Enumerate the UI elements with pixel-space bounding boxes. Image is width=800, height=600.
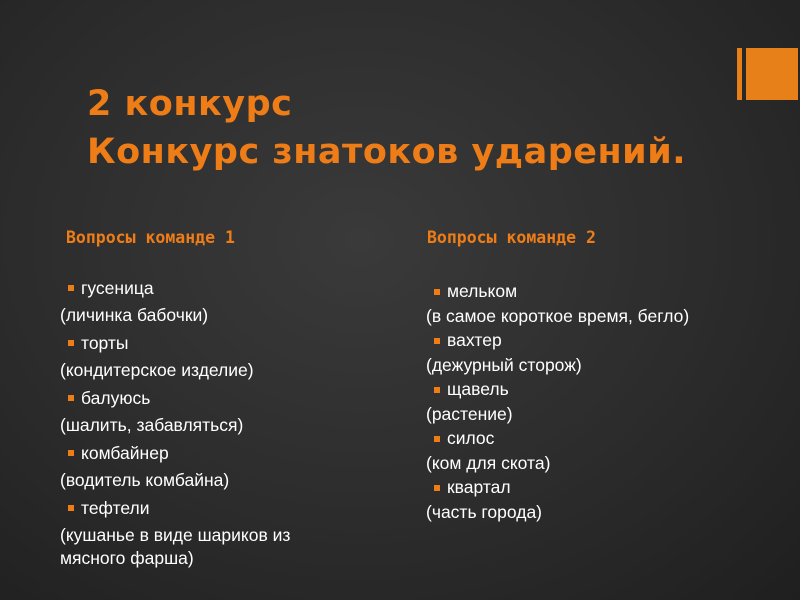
word-definition: (растение) (426, 404, 513, 424)
word-label: гусеница (81, 277, 154, 298)
word-label: вахтер (447, 330, 502, 350)
team1-question-list (60, 274, 360, 570)
orange-square-bullet-icon (68, 340, 74, 346)
slide-title-line2: Конкурс знатоков ударений. (87, 132, 687, 172)
team2-word-item (426, 378, 716, 401)
team2-word-item (426, 329, 716, 352)
orange-square-bullet-icon (68, 285, 74, 291)
team2-question-list (426, 278, 716, 524)
orange-square-bullet-icon (434, 436, 440, 442)
word-label: тефтели (81, 497, 150, 518)
team2-heading: Вопросы команде 2 (427, 228, 596, 247)
word-label: балуюсь (81, 387, 151, 408)
orange-square-bullet-icon (434, 485, 440, 491)
word-definition: (кушанье в виде шариков из мясного фарша) (60, 525, 291, 568)
word-definition: (шалить, забавляться) (60, 415, 244, 435)
word-label: комбайнер (81, 442, 169, 463)
word-definition: (дежурный сторож) (426, 355, 582, 375)
team1-heading: Вопросы команде 1 (66, 228, 235, 247)
accent-bar-square (746, 48, 798, 100)
slide-title (87, 80, 686, 176)
accent-bars-decoration (737, 48, 798, 100)
word-definition: (в самое короткое время, бегло) (426, 306, 690, 326)
word-label: торты (81, 332, 129, 353)
word-label: силос (447, 428, 495, 448)
orange-square-bullet-icon (68, 450, 74, 456)
orange-square-bullet-icon (68, 505, 74, 511)
orange-square-bullet-icon (434, 338, 440, 344)
team2-word-item (426, 280, 716, 303)
team1-word-item (60, 386, 360, 410)
word-label: мельком (447, 281, 518, 301)
orange-square-bullet-icon (434, 387, 440, 393)
word-definition: (личинка бабочки) (60, 305, 209, 325)
word-definition: (водитель комбайна) (60, 470, 230, 490)
accent-bar-thin (737, 48, 742, 100)
word-definition: (кондитерское изделие) (60, 360, 254, 380)
word-definition: (часть города) (426, 502, 543, 522)
team1-word-item (60, 441, 360, 465)
word-label: квартал (447, 477, 511, 497)
team1-word-item (60, 276, 360, 300)
orange-square-bullet-icon (434, 289, 440, 295)
orange-square-bullet-icon (68, 395, 74, 401)
team1-word-item (60, 496, 360, 520)
team2-word-item (426, 476, 716, 499)
team2-word-item (426, 427, 716, 450)
word-label: щавель (447, 379, 509, 399)
team1-word-item (60, 331, 360, 355)
word-definition: (ком для скота) (426, 453, 551, 473)
slide-title-line1: 2 конкурс (87, 84, 293, 124)
